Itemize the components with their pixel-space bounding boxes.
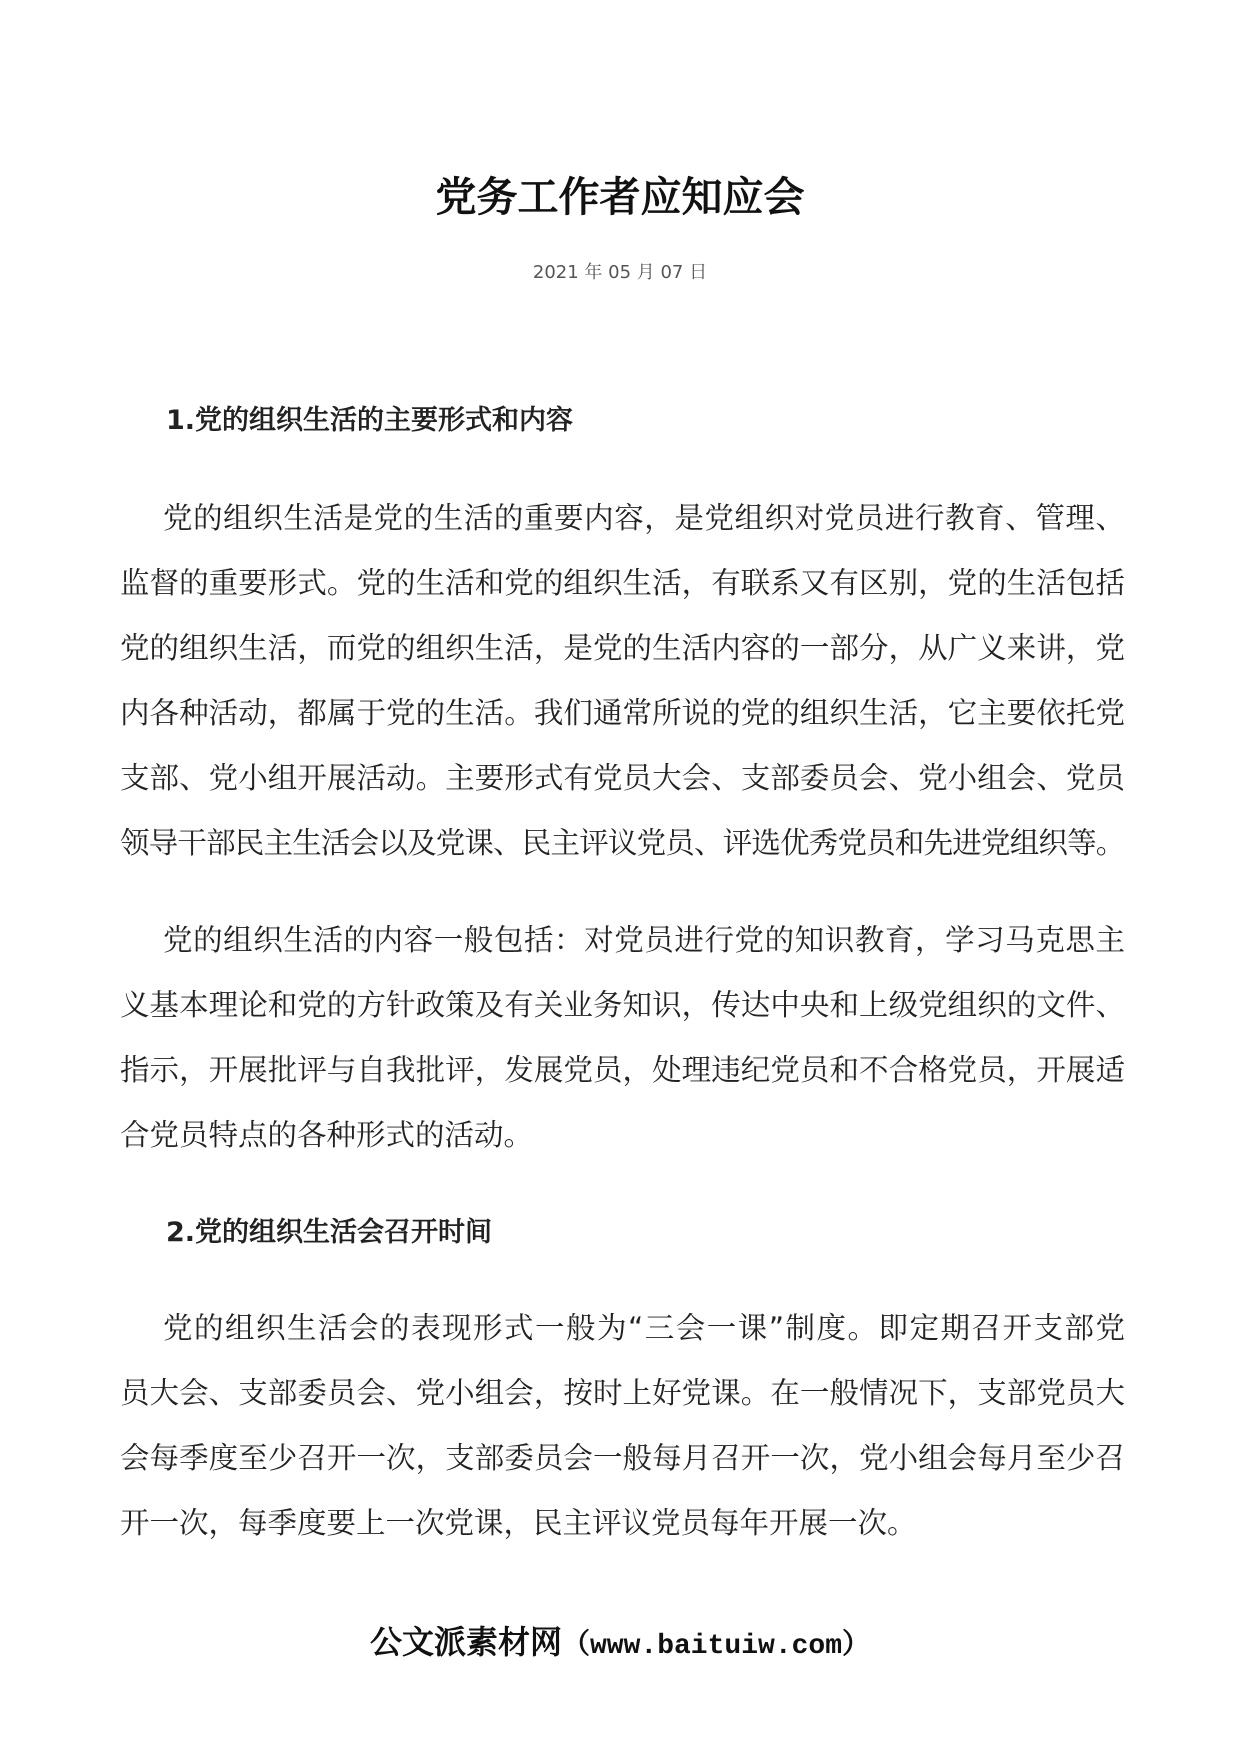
paragraph-line: 党的组织生活的内容一般包括：对党员进行党的知识教育，学习马克思主 [163, 923, 1125, 957]
paragraph-line: 党的组织生活会的表现形式一般为“三会一课”制度。即定期召开支部党 [163, 1311, 1125, 1345]
paragraph-line: 义基本理论和党的方针政策及有关业务知识，传达中央和上级党组织的文件、 [120, 988, 1125, 1022]
footer-url: （www.baituiw.com） [561, 1631, 871, 1662]
section-heading: 1.党的组织生活的主要形式和内容 [166, 405, 574, 436]
paragraph-line: 党的组织生活是党的生活的重要内容，是党组织对党员进行教育、管理、 [163, 501, 1125, 535]
paragraph-line: 党的组织生活，而党的组织生活，是党的生活内容的一部分，从广义来讲，党 [120, 631, 1125, 665]
section-heading: 2.党的组织生活会召开时间 [166, 1217, 493, 1248]
paragraph [120, 486, 1125, 876]
document-title: 党务工作者应知应会 [435, 173, 805, 221]
paragraph-line: 会每季度至少召开一次，支部委员会一般每月召开一次，党小组会每月至少召 [120, 1441, 1125, 1475]
paragraph-line: 内各种活动，都属于党的生活。我们通常所说的党的组织生活，它主要依托党 [120, 696, 1125, 730]
paragraph-line: 领导干部民主生活会以及党课、民主评议党员、评选优秀党员和先进党组织等。 [120, 826, 1125, 860]
paragraph-line: 支部、党小组开展活动。主要形式有党员大会、支部委员会、党小组会、党员 [120, 761, 1125, 795]
footer-site-name: 公文派素材网 [369, 1623, 562, 1661]
paragraph-line: 开一次，每季度要上一次党课，民主评议党员每年开展一次。 [120, 1506, 917, 1540]
paragraph-line: 监督的重要形式。党的生活和党的组织生活，有联系又有区别，党的生活包括 [120, 566, 1125, 600]
publish-date: 2021 年 05 月 07 日 [532, 262, 708, 283]
paragraph [120, 908, 1125, 1168]
paragraph-line: 员大会、支部委员会、党小组会，按时上好党课。在一般情况下，支部党员大 [120, 1376, 1125, 1410]
paragraph-line: 指示，开展批评与自我批评，发展党员，处理违纪党员和不合格党员，开展适 [120, 1053, 1125, 1087]
footer-source [0, 1620, 1240, 1670]
paragraph-line: 合党员特点的各种形式的活动。 [120, 1118, 534, 1152]
paragraph [120, 1296, 1125, 1556]
